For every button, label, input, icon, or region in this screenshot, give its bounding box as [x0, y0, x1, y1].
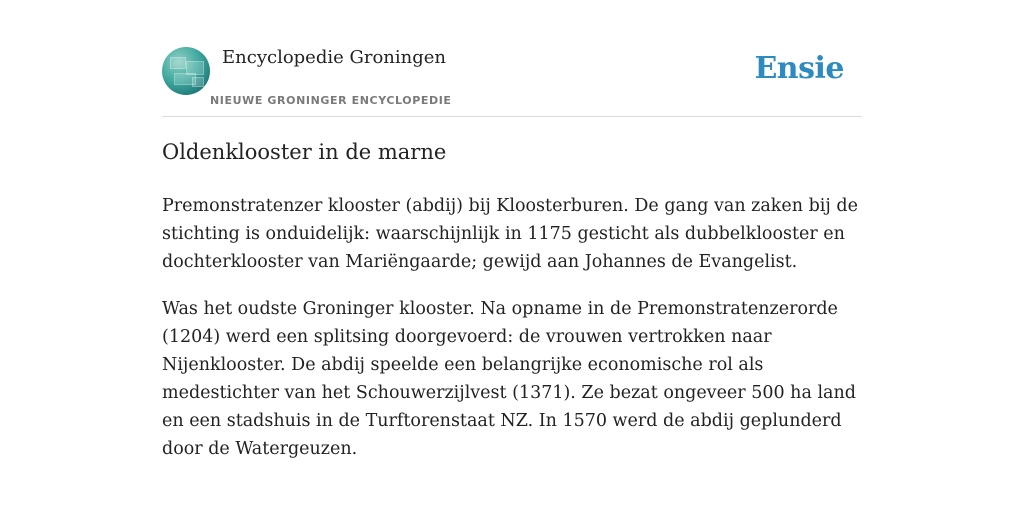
site-subtitle: NIEUWE GRONINGER ENCYCLOPEDIE	[210, 94, 452, 107]
article-body	[162, 192, 862, 482]
article-paragraph: Was het oudste Groninger klooster. Na opname in de Premonstratenzerorde (1204) werd een splitsing doorgevoerd: de vrouwen vertrokken naar Nijenklooster. De abdij speelde een belangrijke economische rol als medestichter van het Schouwerzijlvest (1371). Ze bezat ongeveer 500 ha land en een stadshuis in de Turftorenstaat NZ. In 1570 werd de abdij geplunderd door de Watergeuzen.	[162, 299, 856, 459]
site-header	[162, 46, 862, 117]
article-title: Oldenklooster in de marne	[162, 140, 447, 164]
encyclopedia-logo-icon[interactable]	[162, 47, 210, 95]
site-title[interactable]: Encyclopedie Groningen	[222, 47, 447, 68]
article-paragraph: Premonstratenzer klooster (abdij) bij Kloosterburen. De gang van zaken bij de stichting is onduidelijk: waarschijnlijk in 1175 gesticht als dubbelklooster en dochterklooster van Mariëngaarde; gewijd aan Johannes de Evangelist.	[162, 196, 858, 272]
brand-logo[interactable]: Ensie	[754, 51, 844, 86]
